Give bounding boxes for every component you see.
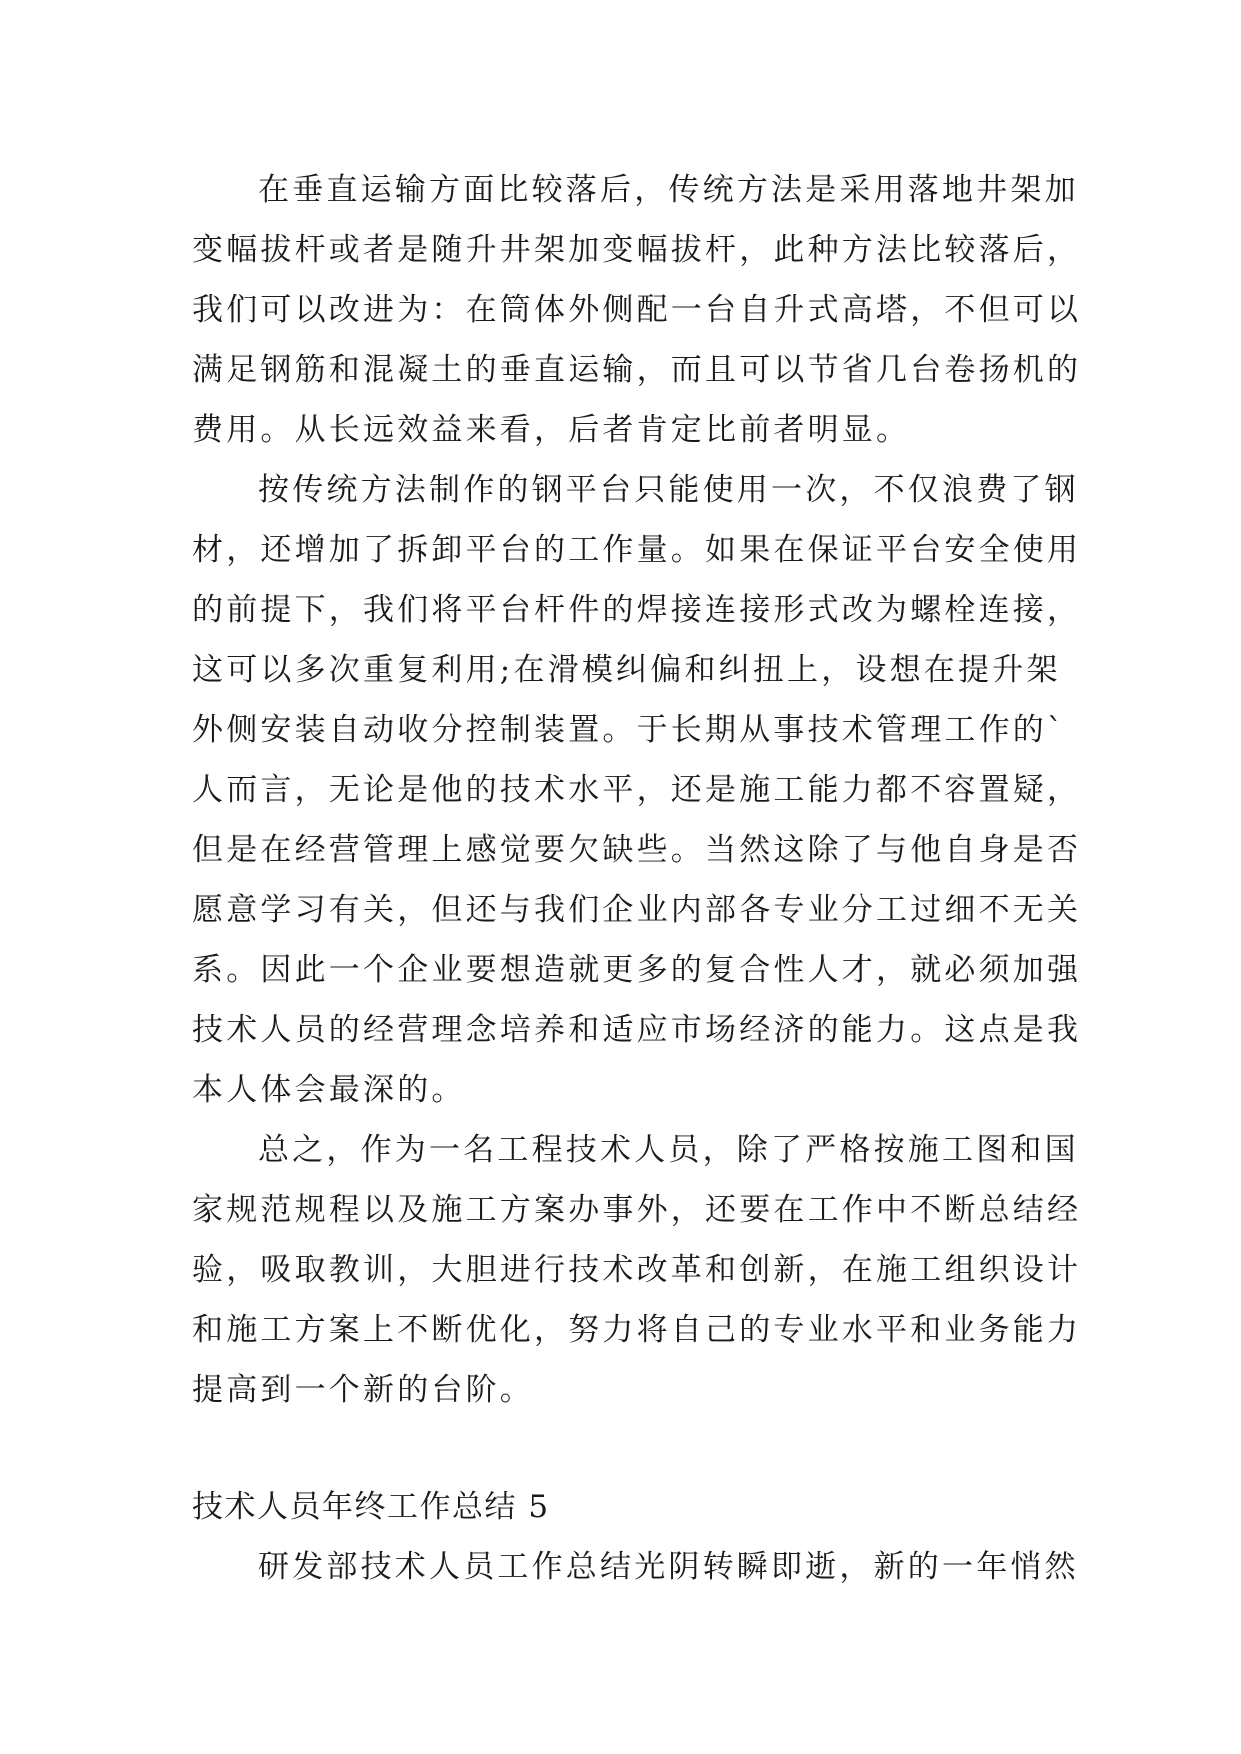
text-line: 愿意学习有关，但还与我们企业内部各专业分工过细不无关 <box>192 892 1082 928</box>
text-line: 本人体会最深的。 <box>192 1072 466 1108</box>
text-line: 和施工方案上不断优化，努力将自己的专业水平和业务能力 <box>192 1312 1082 1348</box>
text-line: 变幅拔杆或者是随升井架加变幅拔杆，此种方法比较落后， <box>192 232 1082 268</box>
text-line: 但是在经营管理上感觉要欠缺些。当然这除了与他自身是否 <box>192 832 1082 868</box>
text-line: 这可以多次重复利用;在滑模纠偏和纠扭上，设想在提升架 <box>192 652 1061 688</box>
text-line: 按传统方法制作的钢平台只能使用一次，不仅浪费了钢 <box>258 472 1079 508</box>
paragraph-2 <box>192 460 1082 1120</box>
text-line: 满足钢筋和混凝土的垂直运输，而且可以节省几台卷扬机的 <box>192 352 1082 388</box>
paragraph-1 <box>192 160 1082 460</box>
text-line: 我们可以改进为：在筒体外侧配一台自升式高塔，不但可以 <box>192 292 1082 328</box>
paragraph-3 <box>192 1120 1082 1420</box>
document-page <box>192 160 1082 1597</box>
text-line: 在垂直运输方面比较落后，传统方法是采用落地井架加 <box>258 172 1079 208</box>
text-line: 材，还增加了拆卸平台的工作量。如果在保证平台安全使用 <box>192 532 1082 568</box>
text-line: 验，吸取教训，大胆进行技术改革和创新，在施工组织设计 <box>192 1252 1082 1288</box>
paragraph-4 <box>192 1537 1079 1597</box>
text-line: 的前提下，我们将平台杆件的焊接连接形式改为螺栓连接， <box>192 592 1082 628</box>
text-line: 家规范规程以及施工方案办事外，还要在工作中不断总结经 <box>192 1192 1082 1228</box>
text-line: 人而言，无论是他的技术水平，还是施工能力都不容置疑， <box>192 772 1082 808</box>
text-line: 技术人员的经营理念培养和适应市场经济的能力。这点是我 <box>192 1012 1082 1048</box>
text-line: 研发部技术人员工作总结光阴转瞬即逝，新的一年悄然 <box>258 1549 1079 1585</box>
text-line: 外侧安装自动收分控制装置。于长期从事技术管理工作的` <box>192 712 1066 748</box>
section-heading: 技术人员年终工作总结 5 <box>192 1489 550 1525</box>
text-line: 系。因此一个企业要想造就更多的复合性人才，就必须加强 <box>192 952 1082 988</box>
text-line: 总之，作为一名工程技术人员，除了严格按施工图和国 <box>258 1132 1079 1168</box>
text-line: 提高到一个新的台阶。 <box>192 1372 534 1408</box>
text-line: 费用。从长远效益来看，后者肯定比前者明显。 <box>192 412 911 448</box>
